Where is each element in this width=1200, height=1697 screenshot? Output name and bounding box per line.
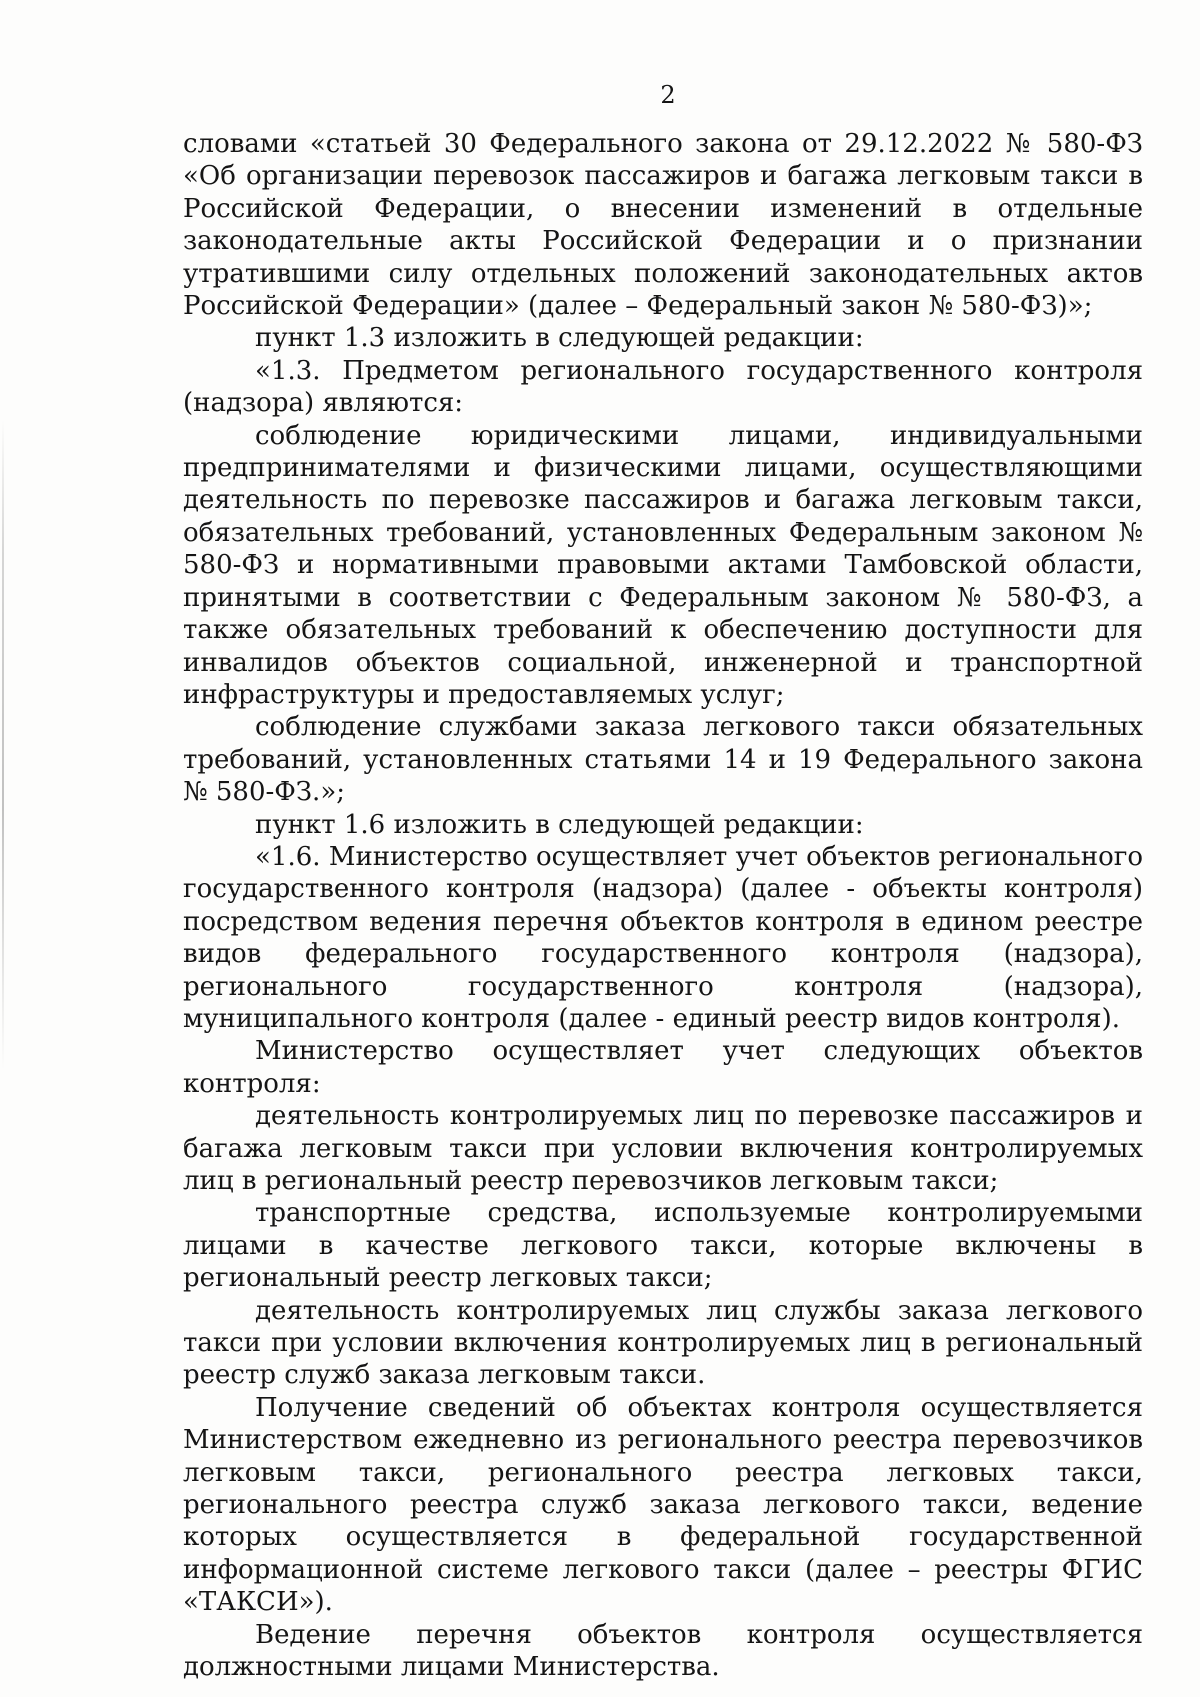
paragraph-item-1-6-text: «1.6. Министерство осуществляет учет объектов регионального государственного контроля (надзора) (далее - объекты контроля) посредством ведения перечня объектов контроля в едином реестре видов федерального государственного контроля (надзора), регионального государственного контроля (надзора), муниципального контроля (далее - единый реестр видов контроля).: [183, 841, 1143, 1034]
page-number: 2: [660, 81, 676, 109]
paragraph-object-vehicles: транспортные средства, используемые контролируемыми лицами в качестве легкового такси, которые включены в региональный реестр легковых такси;: [183, 1198, 1143, 1294]
paragraph-object-carriers: деятельность контролируемых лиц по перевозке пассажиров и багажа легковым такси при условии включения контролируемых лиц в региональный реестр перевозчиков легковым такси;: [183, 1101, 1143, 1196]
paragraph-list-maintenance: Ведение перечня объектов контроля осуществляется должностными лицами Министерства.: [183, 1619, 1143, 1683]
paragraph-item-1-3-text: «1.3. Предметом регионального государственного контроля (надзора) являются:: [183, 355, 1143, 419]
paragraph-objects-list-intro: Министерство осуществляет учет следующих объектов контроля:: [183, 1036, 1143, 1099]
paragraph-item-1-6-intro: пункт 1.6 изложить в следующей редакции:: [255, 809, 864, 840]
scan-edge-shadow: [2, 420, 4, 1070]
paragraph-continuation: словами «статьей 30 Федерального закона от 29.12.2022 № 580-ФЗ «Об организации перевозок пассажиров и багажа легковым такси в Российской Федерации, о внесении изменений в отдельные законодательные акты Российской Федерации и о признании утратившими силу отдельных положений законодательных актов Российской Федерации» (далее – Федеральный закон № 580-ФЗ)»;: [183, 129, 1143, 322]
paragraph-item-1-3-intro: пункт 1.3 изложить в следующей редакции:: [255, 323, 864, 354]
paragraph-information-sources: Получение сведений об объектах контроля осуществляется Министерством ежедневно из регионального реестра перевозчиков легковым такси, регионального реестра легковых такси, регионального реестра служб заказа легкового такси, ведение которых осуществляется в федеральной государственной информационной системе легкового такси (далее – реестры ФГИС «ТАКСИ»).: [183, 1392, 1143, 1618]
paragraph-object-ordering-services: деятельность контролируемых лиц службы заказа легкового такси при условии включения контролируемых лиц в региональный реестр служб заказа легковым такси.: [183, 1295, 1143, 1391]
paragraph-compliance-subjects: соблюдение юридическими лицами, индивидуальными предпринимателями и физическими лицами, осуществляющими деятельность по перевозке пассажиров и багажа легковым такси, обязательных требований, установленных Федеральным законом № 580-ФЗ и нормативными правовыми актами Тамбовской области, принятыми в соответствии с Федеральным законом № 580-ФЗ, а также обязательных требований к обеспечению доступности для инвалидов объектов социальной, инженерной и транспортной инфраструктуры и предоставляемых услуг;: [183, 420, 1143, 710]
paragraph-ordering-services: соблюдение службами заказа легкового такси обязательных требований, установленных статьями 14 и 19 Федерального закона № 580-ФЗ.»;: [183, 712, 1143, 808]
document-body: [183, 128, 1143, 1684]
